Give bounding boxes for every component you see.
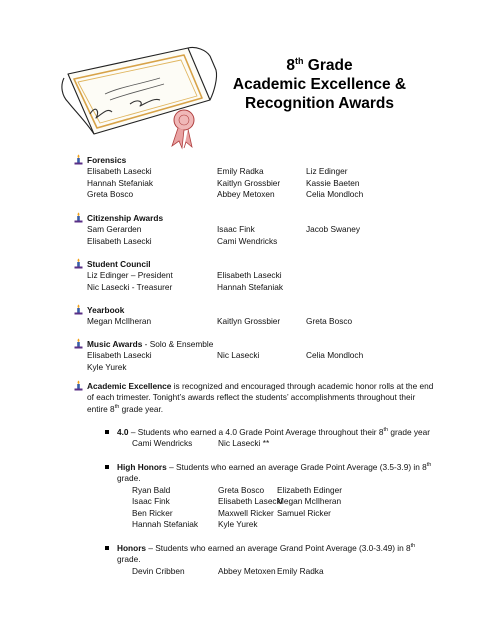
document-page: 8th Grade Academic Excellence & Recognition Awards Forensics Elisabeth Lasecki Emily Radka Liz Edinger Hannah Stefaniak Kaitlyn Grossbier Kassie Baeten Greta Bosco Abbey Metoxen Celia Mondloch Citizenship Awards Sam Gerarden Isaac Fink Jacob Swaney Elisabeth Lasecki Cami Wendricks Student Council Liz Edinger – President Elisabeth Lasecki Nic Lasecki - Treasurer Hannah Stefaniak Yearbook Megan McIlheran Kaitlyn Grossbier Greta Bosco Music Awards - Solo & Ensemble Elisabeth Lasecki Nic Lasecki Celia Mondloch Kyle Yurek Academic Excellence is recognized and encouraged through academic honor rolls at the end of each trimester. Tonight’s awards reflect the students’ accomplishments throughout their entire 8th grade year. 4.0 – Students who earned a 4.0 Grade Point Average throughout their 8th grade year Cami Wendricks Nic Lasecki ** High Honors – Students who earned an average Grade Point Average (3.5-3.9) in 8th grade. Ryan Bald Greta Bosco Elizabeth Edinger Isaac Fink Elisabeth Lasecki Megan McIlheran Ben Ricker Maxwell Ricker Samuel Ricker Hannah Stefaniak Kyle Yurek Honors – Students who earned an average Grand Point Average (3.0-3.49) in 8th grade. Devin Cribben Abbey Metoxen Emily Radka bbox=[0, 0, 495, 640]
page-title: 8th Grade Academic Excellence & Recognition Awards bbox=[232, 55, 407, 112]
academic-excellence-paragraph: Academic Excellence is recognized and encouraged through academic honor rolls at the end of each trimester. Tonight’s awards reflect the students’ accomplishments throughout their entire 8th grade year. bbox=[87, 381, 434, 414]
honor-item-high-honors: High Honors – Students who earned an average Grade Point Average (3.5-3.9) in 8th grade. bbox=[117, 462, 407, 485]
section-heading: Citizenship Awards bbox=[87, 213, 164, 223]
section-heading: Student Council bbox=[87, 259, 151, 269]
candle-bullet-icon bbox=[73, 380, 84, 391]
list-row: Nic Lasecki ** bbox=[218, 438, 270, 448]
square-bullet-icon bbox=[105, 430, 109, 434]
section-heading: Yearbook bbox=[87, 305, 125, 315]
candle-bullet-icon bbox=[73, 212, 84, 223]
candle-bullet-icon bbox=[73, 258, 84, 269]
list-row: Cami Wendricks bbox=[132, 438, 193, 448]
honor-item-4-0: 4.0 – Students who earned a 4.0 Grade Point Average throughout their 8th grade year bbox=[117, 427, 407, 438]
square-bullet-icon bbox=[105, 546, 109, 550]
section-heading: Forensics bbox=[87, 155, 127, 165]
candle-bullet-icon bbox=[73, 304, 84, 315]
certificate-illustration bbox=[60, 42, 220, 152]
section-heading: Music Awards - Solo & Ensemble bbox=[87, 339, 214, 349]
candle-bullet-icon bbox=[73, 154, 84, 165]
honor-item-honors: Honors – Students who earned an average Grand Point Average (3.0-3.49) in 8th grade. bbox=[117, 543, 407, 566]
candle-bullet-icon bbox=[73, 338, 84, 349]
square-bullet-icon bbox=[105, 465, 109, 469]
